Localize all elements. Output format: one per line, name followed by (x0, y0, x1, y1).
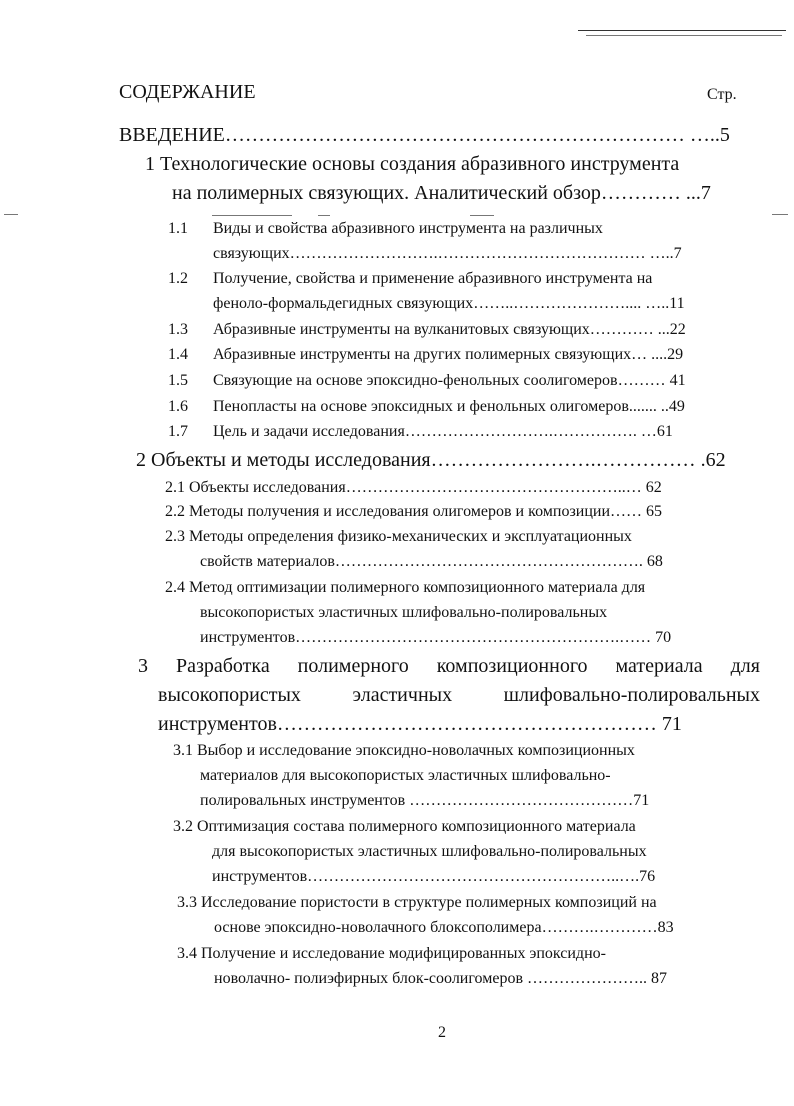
toc-entry-intro: ВВЕДЕНИЕ…………………………………………………………… …..5 (119, 124, 730, 146)
scan-artifact-right (772, 214, 788, 215)
toc-chapter-3-line2 (158, 684, 760, 707)
toc-section-2-4-line2: высокопористых эластичных шлифовально-полировальных (200, 604, 608, 621)
toc-section-3-3-line1: 3.3 Исследование пористости в структуре полимерных композиций на (177, 894, 657, 911)
toc-section-number: 1.4 (168, 346, 188, 363)
toc-section-2-3-line2: свойств материалов…………………………………………………. 68 (200, 553, 663, 570)
toc-word: композиционного (436, 655, 588, 677)
scan-artifact-left (4, 214, 18, 215)
page-title: СОДЕРЖАНИЕ (119, 81, 256, 103)
toc-section-3-1-line1: 3.1 Выбор и исследование эпоксидно-новолачных композиционных (173, 742, 635, 759)
toc-chapter-3-line3: инструментов………………………………………………… 71 (158, 713, 682, 735)
toc-word: Разработка (175, 655, 270, 677)
toc-section-1-2-line2: феноло-формальдегидных связующих……..………………….... …..11 (213, 295, 685, 312)
toc-section-number: 1.3 (168, 321, 188, 338)
scan-artifact-mid-3 (470, 215, 494, 216)
toc-section-1-6: Пенопласты на основе эпоксидных и фенольных олигомеров....... ..49 (213, 398, 685, 415)
toc-section-number: 1.2 (168, 270, 188, 287)
toc-section-number: 1.1 (168, 220, 188, 237)
toc-chapter-3-line1 (138, 655, 760, 678)
toc-section-3-3-line2: основе эпоксидно-новолачного блоксополимера……….…………83 (214, 919, 674, 936)
toc-section-2-2: 2.2 Методы получения и исследования олигомеров и композиции…… 65 (165, 503, 663, 520)
toc-section-3-4-line1: 3.4 Получение и исследование модифицированных эпоксидно- (177, 945, 606, 962)
toc-word: шлифовально-полировальных (503, 684, 760, 706)
toc-section-3-2-line2: для высокопористых эластичных шлифовально-полировальных (212, 843, 647, 860)
toc-section-1-1-line1: Виды и свойства абразивного инструмента на различных (213, 220, 603, 237)
toc-chapter-1-line2: на полимерных связующих. Аналитический обзор………… ...7 (172, 182, 711, 204)
toc-section-2-4-line1: 2.4 Метод оптимизации полимерного композиционного материала для (165, 579, 646, 596)
toc-section-3-1-line3: полировальных инструментов ……………………………………71 (200, 792, 650, 809)
toc-section-2-3-line1: 2.3 Методы определения физико-механических и эксплуатационных (165, 528, 632, 545)
toc-word: эластичных (352, 684, 453, 706)
toc-section-2-1: 2.1 Объекты исследования……………………………………………..… 62 (165, 479, 662, 496)
toc-section-1-1-line2: связующих……………………….………………………………… …..7 (213, 245, 682, 262)
toc-word: высокопористых (158, 684, 301, 706)
page-column-label: Стр. (707, 86, 737, 103)
toc-section-1-4: Абразивные инструменты на других полимерных связующих… ....29 (213, 346, 684, 363)
toc-chapter-2: 2 Объекты и методы исследования…………………….…………… .62 (136, 449, 726, 471)
toc-word: для (730, 655, 760, 677)
toc-section-3-4-line2: новолачно- полиэфирных блок-соолигомеров ………………….. 87 (214, 970, 667, 987)
scan-artifact-top-2 (586, 35, 782, 36)
toc-word: материала (615, 655, 703, 677)
toc-section-2-4-line3: инструментов…………………………………………………….…… 70 (200, 629, 672, 646)
toc-section-3-2-line3: инструментов…………………………………………………..….76 (212, 868, 656, 885)
toc-section-3-2-line1: 3.2 Оптимизация состава полимерного композиционного материала (173, 818, 636, 835)
toc-section-1-2-line1: Получение, свойства и применение абразивного инструмента на (213, 270, 653, 287)
page-number: 2 (438, 1024, 446, 1041)
scan-artifact-mid (212, 215, 292, 216)
toc-section-1-7: Цель и задачи исследования……………………….……………. …61 (213, 423, 673, 440)
toc-section-number: 1.6 (168, 398, 188, 415)
toc-word: 3 (138, 655, 148, 677)
toc-word: полимерного (297, 655, 409, 677)
toc-section-number: 1.7 (168, 423, 188, 440)
toc-section-1-3: Абразивные инструменты на вулканитовых связующих………… ...22 (213, 321, 686, 338)
toc-chapter-1-line1: 1 Технологические основы создания абразивного инструмента (145, 153, 680, 175)
toc-section-number: 1.5 (168, 372, 188, 389)
toc-section-3-1-line2: материалов для высокопористых эластичных шлифовально- (200, 767, 611, 784)
scan-artifact-mid-2 (318, 215, 330, 216)
toc-section-1-5: Связующие на основе эпоксидно-фенольных соолигомеров……… 41 (213, 372, 686, 389)
scan-artifact-top (578, 30, 786, 31)
